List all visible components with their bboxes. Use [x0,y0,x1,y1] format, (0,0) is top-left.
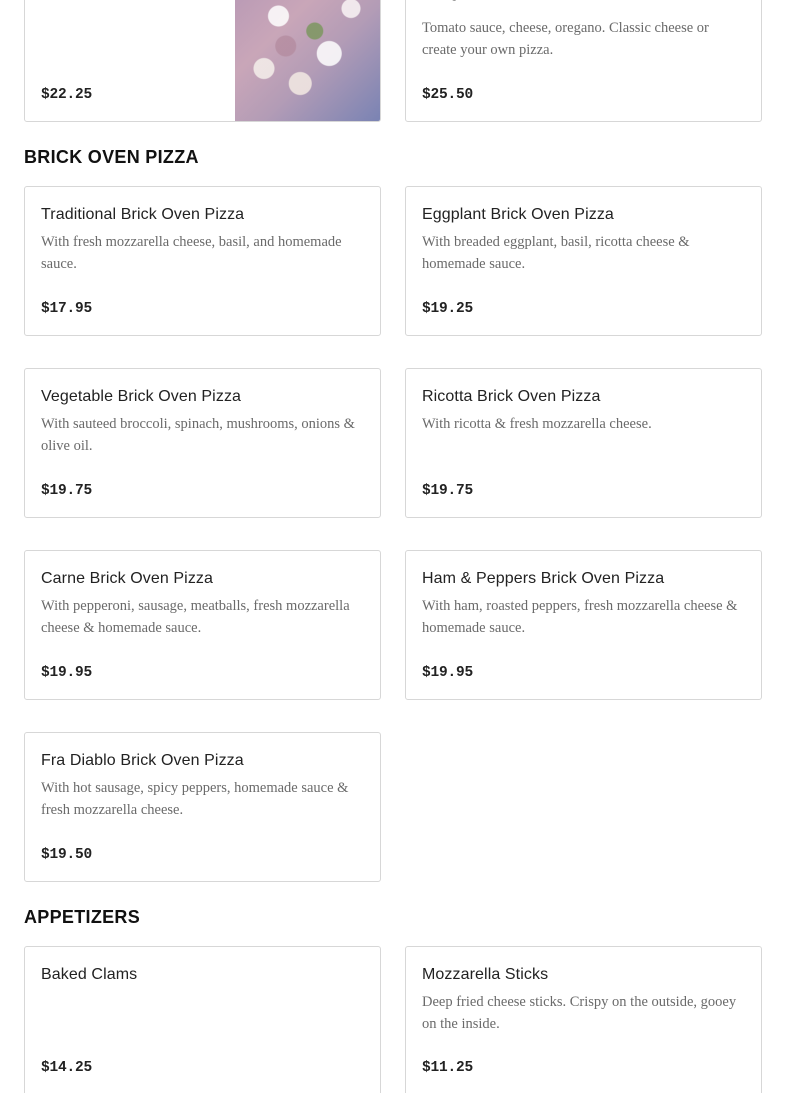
menu-item-body [422,369,745,517]
menu-item-name: Baked Clams [41,966,138,983]
menu-item-card[interactable] [405,0,762,122]
menu-item-body [41,187,364,335]
menu-item-card[interactable] [405,368,762,518]
menu-item-description: With ham, roasted peppers, fresh mozzarella cheese & homemade sauce. [422,598,738,636]
menu-item-body [41,369,364,517]
menu-item-card[interactable] [405,186,762,336]
menu-item-body [422,187,745,335]
menu-item-price: $19.25 [422,301,474,317]
menu-item-card[interactable] [24,0,381,122]
menu-item-card[interactable] [24,946,381,1093]
menu-item-description: With pepperoni, sausage, meatballs, fresh mozzarella cheese & homemade sauce. [41,598,350,636]
menu-item-price: $19.95 [422,665,474,681]
section-title: APPETIZERS [24,907,141,927]
menu-item-card[interactable] [24,368,381,518]
menu-item-body [422,947,745,1093]
menu-item-name [422,0,745,4]
menu-item-description: With breaded eggplant, basil, ricotta cheese & homemade sauce. [422,234,690,272]
menu-item-price: $14.25 [41,1060,93,1076]
menu-item-price: $25.50 [422,87,474,103]
menu-item-body [41,947,364,1093]
menu-item-price: $22.25 [41,87,93,103]
menu-item-price: $19.95 [41,665,93,681]
menu-item-name [41,0,219,4]
menu-item-card[interactable] [24,550,381,700]
menu-item-name: Ham & Peppers Brick Oven Pizza [422,570,665,587]
menu-item-name: Traditional Brick Oven Pizza [41,206,245,223]
menu-item-card[interactable] [405,550,762,700]
section-title: BRICK OVEN PIZZA [24,147,199,167]
menu-item-name: Fra Diablo Brick Oven Pizza [41,752,244,769]
menu-item-price: $19.50 [41,847,93,863]
menu-item-price: $19.75 [41,483,93,499]
menu-item-name: Eggplant Brick Oven Pizza [422,206,614,223]
menu-item-card[interactable] [24,186,381,336]
menu-item-description: With ricotta & fresh mozzarella cheese. [422,416,652,432]
menu-item-description: Tomato sauce, cheese, oregano. Classic cheese or create your own pizza. [422,20,709,58]
menu-item-name: Carne Brick Oven Pizza [41,570,214,587]
menu-item-body [41,0,219,121]
menu-item-card[interactable] [24,732,381,882]
menu-item-description: Deep fried cheese sticks. Crispy on the outside, gooey on the inside. [422,994,737,1032]
menu-item-price: $19.75 [422,483,474,499]
menu-item-body [41,551,364,699]
menu-item-body [422,0,745,121]
menu-item-photo [235,0,380,121]
menu-item-description: With sauteed broccoli, spinach, mushrooms, onions & olive oil. [41,416,355,454]
menu-item-description: With hot sausage, spicy peppers, homemade sauce & fresh mozzarella cheese. [41,780,349,818]
menu-item-card[interactable] [405,946,762,1093]
menu-item-price: $17.95 [41,301,93,317]
menu-item-body [41,733,364,881]
menu-item-name: Ricotta Brick Oven Pizza [422,388,601,405]
menu-item-name: Mozzarella Sticks [422,966,549,983]
menu-item-description: With fresh mozzarella cheese, basil, and homemade sauce. [41,234,342,272]
menu-item-name: Vegetable Brick Oven Pizza [41,388,242,405]
menu-item-body [422,551,745,699]
menu-item-price: $11.25 [422,1060,474,1076]
